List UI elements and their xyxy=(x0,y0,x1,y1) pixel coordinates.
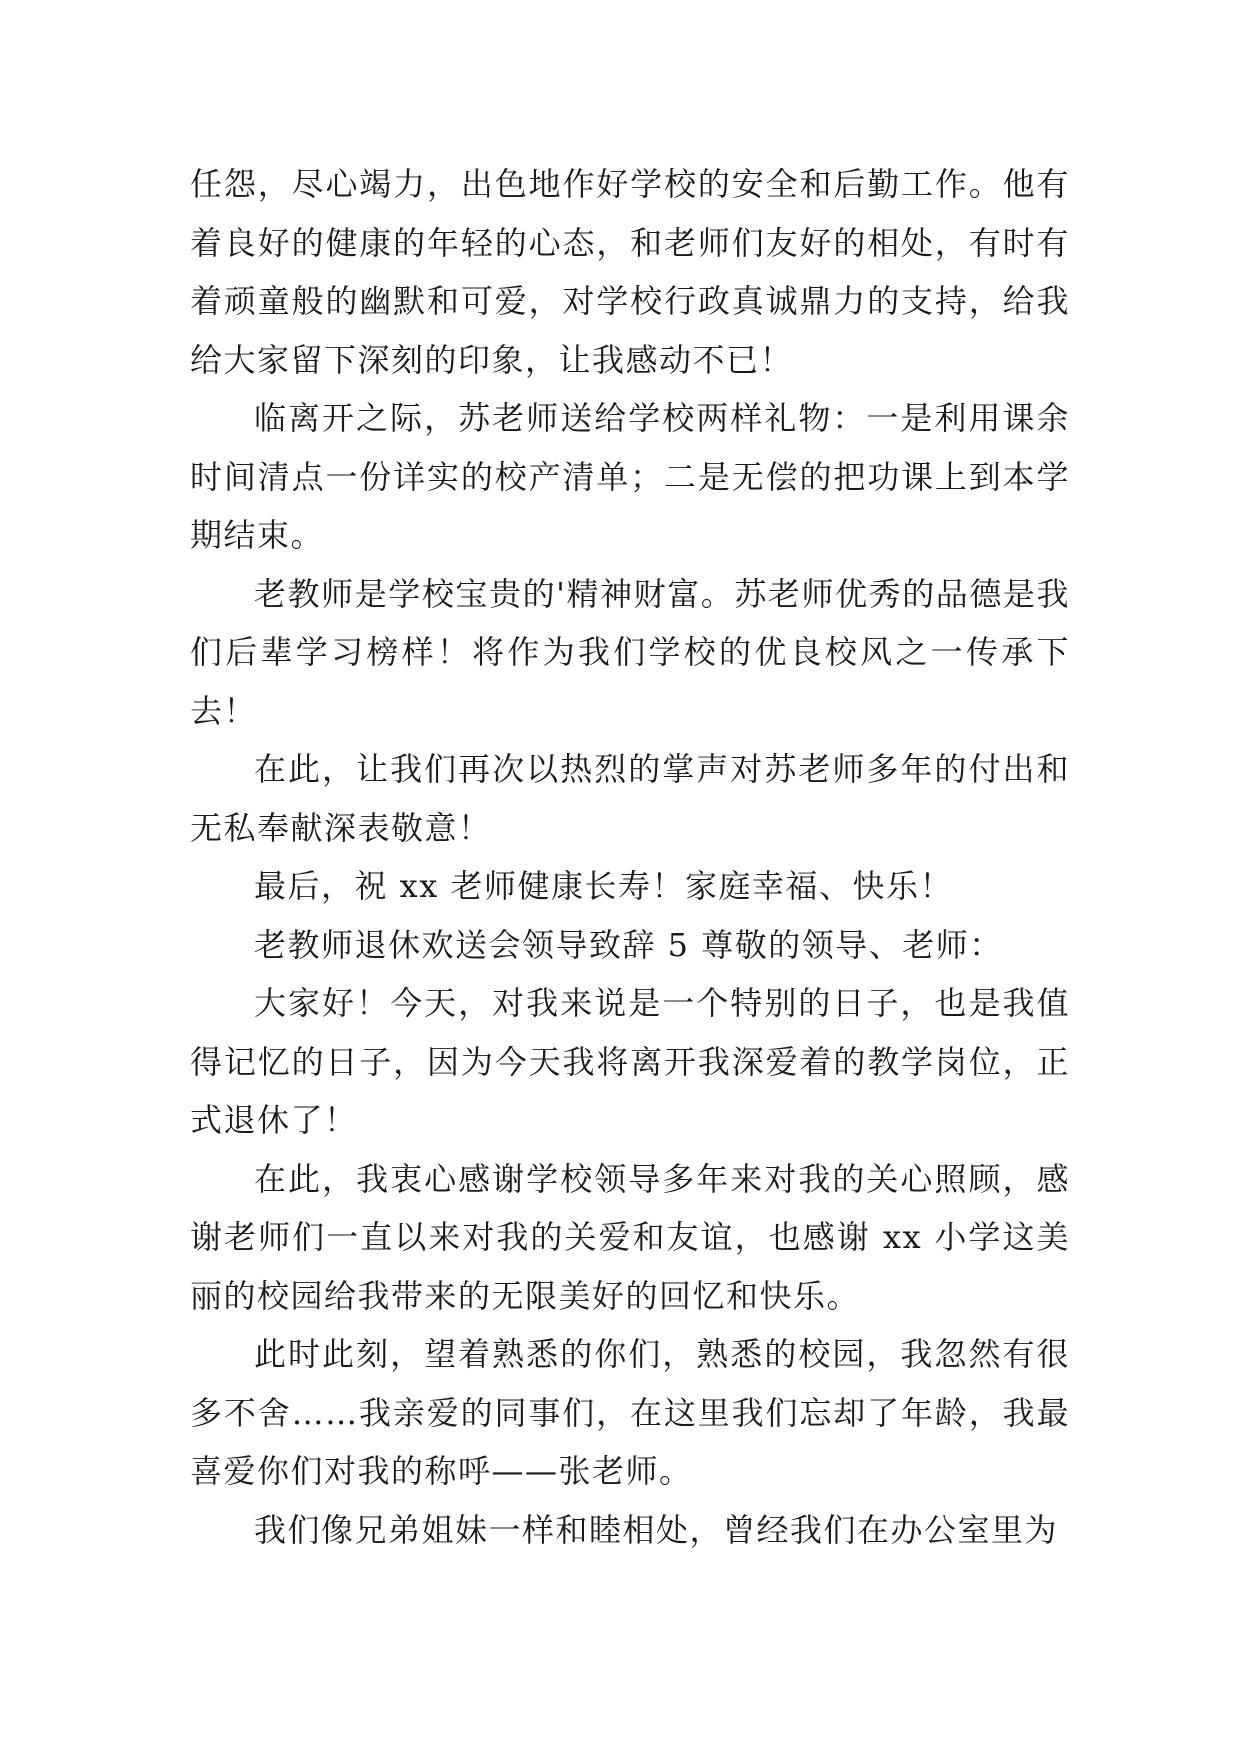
paragraph-6: 老教师退休欢送会领导致辞 5 尊敬的领导、老师： xyxy=(254,925,1003,964)
paragraph-10: 我们像兄弟姐妹一样和睦相处，曾经我们在办公室里为 xyxy=(254,1510,1059,1549)
paragraph-3: 老教师是学校宝贵的'精神财富。苏老师优秀的品德是我们后辈学习榜样！将作为我们学校的优良校风之一传承下去！ xyxy=(190,574,1070,730)
paragraph-1: 任怨，尽心竭力，出色地作好学校的安全和后勤工作。他有着良好的健康的年轻的心态，和老师们友好的相处，有时有着顽童般的幽默和可爱，对学校行政真诚鼎力的支持，给我给大家留下深刻的印象，让我感动不已！ xyxy=(190,165,1070,379)
paragraph-5: 最后，祝 xx 老师健康长寿！家庭幸福、快乐！ xyxy=(254,867,953,905)
paragraph-9: 此时此刻，望着熟悉的你们，熟悉的校园，我忽然有很多不舍……我亲爱的同事们，在这里我们忘却了年龄，我最喜爱你们对我的称呼——张老师。 xyxy=(190,1335,1070,1490)
paragraph-4: 在此，让我们再次以热烈的掌声对苏老师多年的付出和无私奉献深表敬意！ xyxy=(190,750,1070,847)
document-body xyxy=(190,155,1070,1559)
paragraph-7: 大家好！今天，对我来说是一个特别的日子，也是我值得记忆的日子，因为今天我将离开我深爱着的教学岗位，正式退休了！ xyxy=(190,984,1070,1139)
paragraph-2: 临离开之际，苏老师送给学校两样礼物：一是利用课余时间清点一份详实的校产清单；二是无偿的把功课上到本学期结束。 xyxy=(190,399,1070,554)
paragraph-8: 在此，我衷心感谢学校领导多年来对我的关心照顾，感谢老师们一直以来对我的关爱和友谊，也感谢 xx 小学这美丽的校园给我带来的无限美好的回忆和快乐。 xyxy=(190,1159,1070,1315)
